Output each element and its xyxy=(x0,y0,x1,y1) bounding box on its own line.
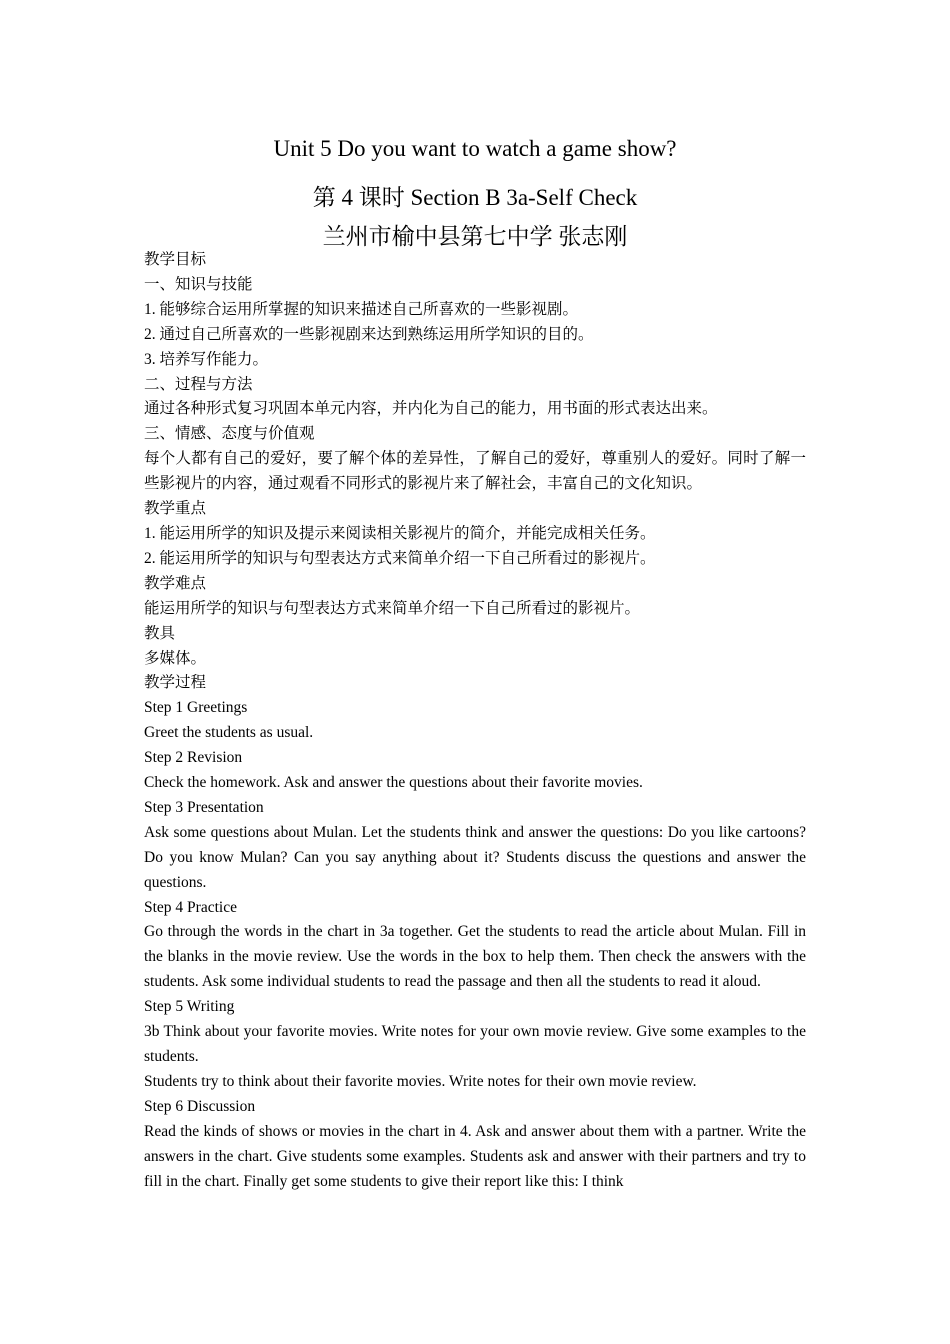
paragraph: Read the kinds of shows or movies in the chart in 4. Ask and answer about them with a partner. Write the answers in the chart. Give students some examples. Students ask and answer with their partners and try to fill in the chart. Finally get some students to give their report like this: I think xyxy=(144,1122,806,1190)
document-title: Unit 5 Do you want to watch a game show? xyxy=(273,136,677,161)
document-body xyxy=(144,248,806,1194)
subheading-emotion-values: 三、情感、态度与价值观 xyxy=(144,425,315,443)
paragraph: Ask some questions about Mulan. Let the students think and answer the questions: Do you like cartoons? Do you know Mulan? Can you say anything about it? Students discuss the questions and answer the questions. xyxy=(144,823,806,891)
heading-key-points: 教学重点 xyxy=(144,500,207,518)
list-item: 1. 能够综合运用所掌握的知识来描述自己所喜欢的一些影视剧。 xyxy=(144,300,579,318)
heading-teaching-goals: 教学目标 xyxy=(144,251,207,268)
paragraph: 每个人都有自己的爱好，要了解个体的差异性，了解自己的爱好，尊重别人的爱好。同时了解一些影视片的内容，通过观看不同形式的影视片来了解社会，丰富自己的文化知识。 xyxy=(144,450,806,493)
step-heading: Step 3 Presentation xyxy=(144,798,264,816)
paragraph: 多媒体。 xyxy=(144,649,207,667)
paragraph: Students try to think about their favorite movies. Write notes for their own movie review. xyxy=(144,1072,697,1090)
subheading-knowledge-skills: 一、知识与技能 xyxy=(144,275,253,293)
step-heading: Step 1 Greetings xyxy=(144,699,248,717)
heading-difficult-points: 教学难点 xyxy=(144,574,207,592)
list-item: 2. 能运用所学的知识与句型表达方式来简单介绍一下自己所看过的影视片。 xyxy=(144,549,656,567)
paragraph: 能运用所学的知识与句型表达方式来简单介绍一下自己所看过的影视片。 xyxy=(144,599,641,617)
heading-teaching-process: 教学过程 xyxy=(144,674,207,692)
paragraph: Greet the students as usual. xyxy=(144,724,314,742)
paragraph: Go through the words in the chart in 3a together. Get the students to read the article about Mulan. Fill in the blanks in the movie review. Use the words in the box to help them. Then check the answers with the students. Ask some individual students to read the passage and then all the students to read it aloud. xyxy=(144,923,806,991)
step-heading: Step 5 Writing xyxy=(144,998,235,1016)
paragraph: Check the homework. Ask and answer the questions about their favorite movies. xyxy=(144,774,643,792)
paragraph: 3b Think about your favorite movies. Write notes for your own movie review. Give some examples to the students. xyxy=(144,1023,806,1065)
list-item: 2. 通过自己所喜欢的一些影视剧来达到熟练运用所学知识的目的。 xyxy=(144,325,594,343)
list-item: 3. 培养写作能力。 xyxy=(144,350,269,368)
heading-teaching-aids: 教具 xyxy=(144,624,176,642)
document-author: 兰州市榆中县第七中学 张志刚 xyxy=(322,224,628,249)
paragraph: 通过各种形式复习巩固本单元内容，并内化为自己的能力，用书面的形式表达出来。 xyxy=(144,400,718,418)
step-heading: Step 2 Revision xyxy=(144,749,243,767)
list-item: 1. 能运用所学的知识及提示来阅读相关影视片的简介，并能完成相关任务。 xyxy=(144,524,656,542)
step-heading: Step 6 Discussion xyxy=(144,1097,256,1115)
step-heading: Step 4 Practice xyxy=(144,898,237,916)
subheading-process-methods: 二、过程与方法 xyxy=(144,375,253,393)
document-subtitle: 第 4 课时 Section B 3a-Self Check xyxy=(312,185,638,210)
